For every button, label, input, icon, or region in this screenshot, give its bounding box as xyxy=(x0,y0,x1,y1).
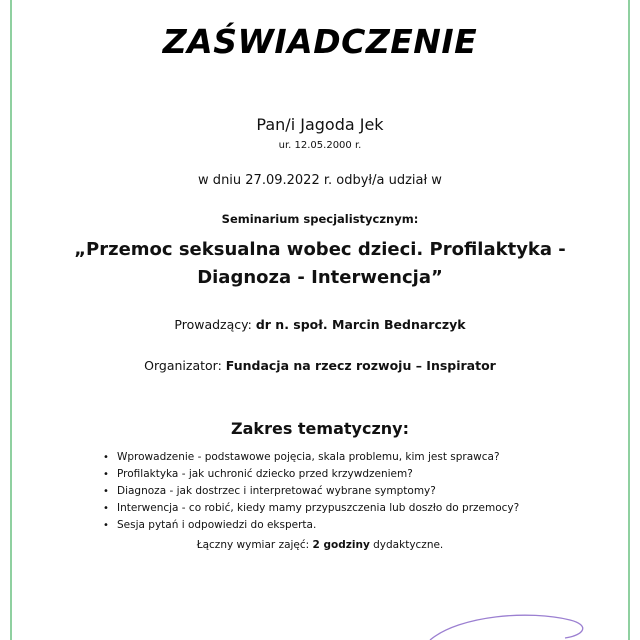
topic-text: Wprowadzenie - podstawowe pojęcia, skala problemu, kim jest sprawca? xyxy=(117,451,500,463)
scope-heading: Zakres tematyczny: xyxy=(231,419,409,438)
signature-flourish xyxy=(420,590,620,640)
hours-prefix: Łączny wymiar zajęć: xyxy=(196,539,310,551)
bullet-icon: • xyxy=(103,452,109,463)
topic-text: Profilaktyka - jak uchronić dziecko przed krzywdzeniem? xyxy=(117,468,413,480)
seminar-title-line-1: „Przemoc seksualna wobec dzieci. Profilaktyka - xyxy=(74,239,566,260)
organizer-line xyxy=(0,358,640,373)
leader-line xyxy=(0,317,640,332)
bullet-icon: • xyxy=(103,520,109,531)
seminar-title-line-2: Diagnoza - Interwencja” xyxy=(197,267,443,288)
list-item xyxy=(0,500,640,517)
bullet-icon: • xyxy=(103,503,109,514)
hours-value: 2 godziny xyxy=(312,539,370,551)
list-item xyxy=(0,449,640,466)
recipient-name: Pan/i Jagoda Jek xyxy=(256,115,384,134)
leader-name: dr n. społ. Marcin Bednarczyk xyxy=(255,317,466,332)
seminar-type: Seminarium specjalistycznym: xyxy=(221,212,419,226)
list-item xyxy=(0,483,640,500)
certificate-title: ZAŚWIADCZENIE xyxy=(162,22,478,61)
topics-list xyxy=(0,449,640,534)
bullet-icon: • xyxy=(103,469,109,480)
seminar-title xyxy=(0,236,640,292)
bullet-icon: • xyxy=(103,486,109,497)
topic-text: Diagnoza - jak dostrzec i interpretować wybrane symptomy? xyxy=(117,485,436,497)
birth-date: ur. 12.05.2000 r. xyxy=(278,140,362,151)
topic-text: Sesja pytań i odpowiedzi do eksperta. xyxy=(117,519,317,531)
list-item xyxy=(0,466,640,483)
organizer-label: Organizator: xyxy=(144,358,222,373)
leader-label: Prowadzący: xyxy=(174,317,252,332)
list-item xyxy=(0,517,640,534)
hours-line xyxy=(0,539,640,551)
topic-text: Interwencja - co robić, kiedy mamy przypuszczenia lub doszło do przemocy? xyxy=(117,502,520,514)
attendance-text: w dniu 27.09.2022 r. odbył/a udział w xyxy=(198,173,442,188)
hours-suffix: dydaktyczne. xyxy=(373,539,444,551)
organizer-name: Fundacja na rzecz rozwoju – Inspirator xyxy=(225,358,496,373)
